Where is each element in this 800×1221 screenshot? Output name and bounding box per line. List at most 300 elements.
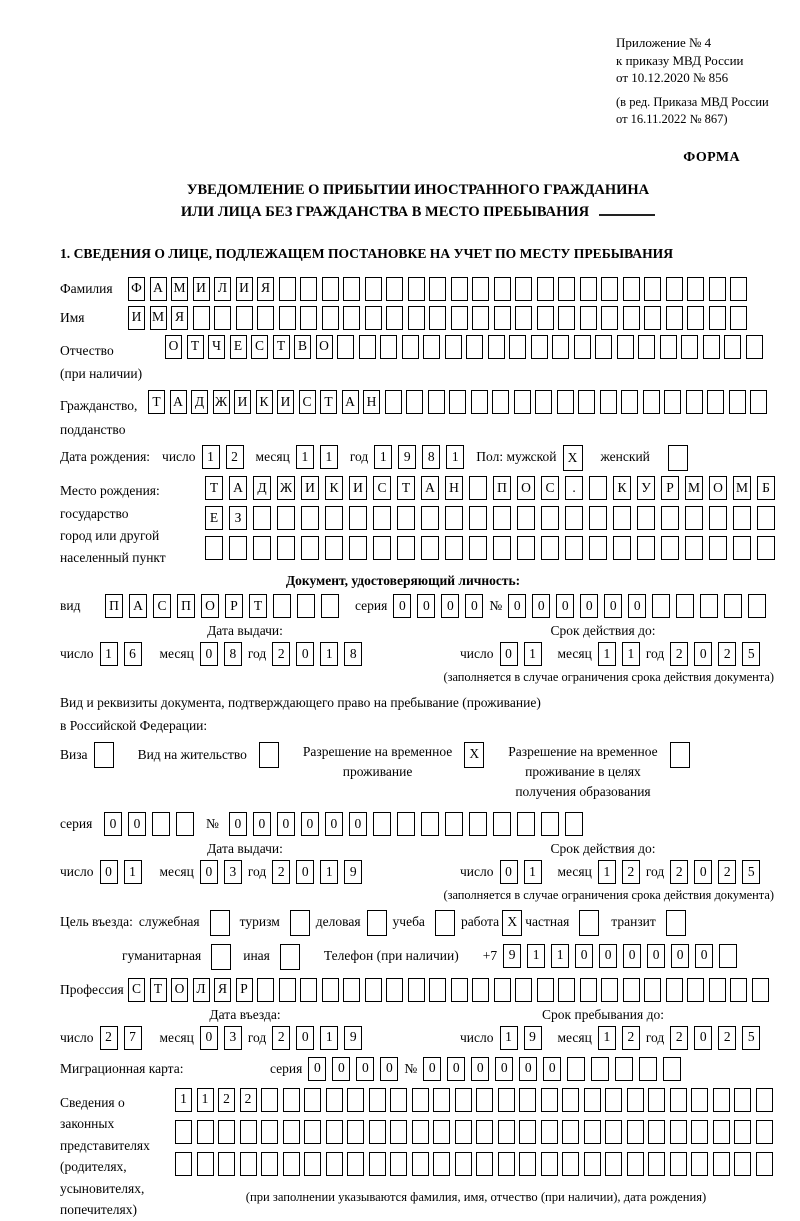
char-box[interactable] (429, 978, 446, 1002)
char-box[interactable] (519, 1152, 536, 1176)
char-box[interactable] (435, 910, 455, 936)
char-box[interactable] (304, 1152, 321, 1176)
char-box[interactable] (445, 536, 463, 560)
char-box[interactable] (676, 594, 694, 618)
char-box[interactable] (304, 1088, 321, 1112)
char-box[interactable] (627, 1152, 644, 1176)
char-box[interactable] (558, 277, 575, 301)
char-box[interactable]: 1 (598, 642, 616, 666)
char-box[interactable] (493, 536, 511, 560)
char-box[interactable] (300, 277, 317, 301)
char-box[interactable] (408, 978, 425, 1002)
char-box[interactable] (601, 978, 618, 1002)
char-box[interactable] (412, 1120, 429, 1144)
char-box[interactable]: Е (230, 335, 247, 359)
char-box[interactable]: 0 (104, 812, 122, 836)
char-box[interactable] (535, 390, 552, 414)
char-box[interactable]: 2 (240, 1088, 257, 1112)
char-box[interactable]: Д (191, 390, 208, 414)
char-box[interactable] (397, 812, 415, 836)
char-box[interactable] (279, 277, 296, 301)
char-box[interactable] (661, 506, 679, 530)
char-box[interactable] (541, 1152, 558, 1176)
char-box[interactable]: Т (273, 335, 290, 359)
char-box[interactable]: 1 (524, 860, 542, 884)
char-box[interactable] (709, 536, 727, 560)
char-box[interactable]: 0 (694, 642, 712, 666)
char-box[interactable] (643, 390, 660, 414)
char-box[interactable] (724, 594, 742, 618)
char-box[interactable]: 1 (598, 1026, 616, 1050)
char-box[interactable] (681, 335, 698, 359)
char-box[interactable] (605, 1152, 622, 1176)
char-box[interactable]: 9 (344, 1026, 362, 1050)
char-box[interactable] (644, 978, 661, 1002)
char-box[interactable] (494, 978, 511, 1002)
char-box[interactable] (476, 1152, 493, 1176)
char-box[interactable] (322, 277, 339, 301)
char-box[interactable] (445, 335, 462, 359)
char-box[interactable]: Р (236, 978, 253, 1002)
char-box[interactable] (541, 1088, 558, 1112)
char-box[interactable] (729, 390, 746, 414)
char-box[interactable]: О (709, 476, 727, 500)
char-box[interactable]: 0 (628, 594, 646, 618)
char-box[interactable]: Я (214, 978, 231, 1002)
char-box[interactable]: С (251, 335, 268, 359)
char-box[interactable] (519, 1088, 536, 1112)
char-box[interactable]: 6 (124, 642, 142, 666)
char-box[interactable] (517, 536, 535, 560)
char-box[interactable] (724, 335, 741, 359)
char-box[interactable]: К (325, 476, 343, 500)
char-box[interactable] (615, 1057, 633, 1081)
char-box[interactable]: К (613, 476, 631, 500)
char-box[interactable]: З (229, 506, 247, 530)
char-box[interactable] (498, 1152, 515, 1176)
char-box[interactable] (273, 594, 291, 618)
char-box[interactable] (347, 1120, 364, 1144)
char-box[interactable]: 1 (598, 860, 616, 884)
char-box[interactable]: 0 (356, 1057, 374, 1081)
char-box[interactable]: А (342, 390, 359, 414)
char-box[interactable] (562, 1152, 579, 1176)
char-box[interactable]: 0 (128, 812, 146, 836)
char-box[interactable] (277, 536, 295, 560)
char-box[interactable]: X (502, 910, 522, 936)
char-box[interactable] (623, 978, 640, 1002)
char-box[interactable]: 0 (500, 860, 518, 884)
char-box[interactable] (623, 277, 640, 301)
char-box[interactable] (469, 812, 487, 836)
char-box[interactable]: Т (187, 335, 204, 359)
char-box[interactable]: П (177, 594, 195, 618)
char-box[interactable]: 0 (575, 944, 593, 968)
char-box[interactable]: А (229, 476, 247, 500)
char-box[interactable] (541, 1120, 558, 1144)
char-box[interactable] (627, 1088, 644, 1112)
char-box[interactable]: Ч (208, 335, 225, 359)
char-box[interactable] (537, 277, 554, 301)
char-box[interactable]: А (170, 390, 187, 414)
char-box[interactable]: 5 (742, 642, 760, 666)
char-box[interactable]: М (733, 476, 751, 500)
char-box[interactable] (541, 812, 559, 836)
char-box[interactable]: Т (205, 476, 223, 500)
char-box[interactable] (210, 910, 230, 936)
char-box[interactable] (380, 335, 397, 359)
char-box[interactable] (476, 1120, 493, 1144)
char-box[interactable] (449, 390, 466, 414)
char-box[interactable] (373, 506, 391, 530)
char-box[interactable] (421, 536, 439, 560)
char-box[interactable] (280, 944, 300, 970)
char-box[interactable] (691, 1152, 708, 1176)
char-box[interactable] (537, 978, 554, 1002)
char-box[interactable]: 1 (374, 445, 392, 469)
char-box[interactable]: Т (249, 594, 267, 618)
char-box[interactable] (240, 1120, 257, 1144)
char-box[interactable] (617, 335, 634, 359)
char-box[interactable] (574, 335, 591, 359)
char-box[interactable] (644, 277, 661, 301)
char-box[interactable] (402, 335, 419, 359)
char-box[interactable]: 0 (296, 860, 314, 884)
char-box[interactable]: 9 (503, 944, 521, 968)
char-box[interactable] (687, 978, 704, 1002)
char-box[interactable] (326, 1152, 343, 1176)
char-box[interactable]: Н (363, 390, 380, 414)
char-box[interactable] (595, 335, 612, 359)
char-box[interactable]: Ж (213, 390, 230, 414)
char-box[interactable]: П (493, 476, 511, 500)
char-box[interactable]: Н (445, 476, 463, 500)
char-box[interactable] (613, 506, 631, 530)
char-box[interactable] (283, 1120, 300, 1144)
char-box[interactable]: И (301, 476, 319, 500)
char-box[interactable] (637, 536, 655, 560)
char-box[interactable]: Д (253, 476, 271, 500)
char-box[interactable]: 2 (100, 1026, 118, 1050)
char-box[interactable]: 3 (224, 1026, 242, 1050)
char-box[interactable] (472, 277, 489, 301)
char-box[interactable] (756, 1088, 773, 1112)
char-box[interactable] (321, 594, 339, 618)
char-box[interactable]: 0 (332, 1057, 350, 1081)
char-box[interactable] (498, 1088, 515, 1112)
char-box[interactable] (580, 277, 597, 301)
char-box[interactable] (666, 277, 683, 301)
char-box[interactable] (257, 978, 274, 1002)
char-box[interactable] (283, 1152, 300, 1176)
char-box[interactable] (756, 1120, 773, 1144)
char-box[interactable] (347, 1088, 364, 1112)
char-box[interactable] (639, 1057, 657, 1081)
char-box[interactable] (349, 506, 367, 530)
char-box[interactable] (433, 1152, 450, 1176)
char-box[interactable] (514, 390, 531, 414)
char-box[interactable] (709, 506, 727, 530)
char-box[interactable]: Ф (128, 277, 145, 301)
char-box[interactable] (519, 1120, 536, 1144)
char-box[interactable]: 2 (718, 860, 736, 884)
char-box[interactable]: 7 (124, 1026, 142, 1050)
char-box[interactable] (488, 335, 505, 359)
char-box[interactable] (471, 390, 488, 414)
char-box[interactable]: 0 (500, 642, 518, 666)
char-box[interactable] (300, 306, 317, 330)
char-box[interactable] (709, 978, 726, 1002)
char-box[interactable] (386, 277, 403, 301)
char-box[interactable] (236, 306, 253, 330)
char-box[interactable] (589, 536, 607, 560)
char-box[interactable] (558, 306, 575, 330)
char-box[interactable] (531, 335, 548, 359)
char-box[interactable]: М (171, 277, 188, 301)
char-box[interactable]: 0 (200, 1026, 218, 1050)
char-box[interactable]: 2 (272, 860, 290, 884)
char-box[interactable]: 0 (229, 812, 247, 836)
char-box[interactable] (229, 536, 247, 560)
char-box[interactable]: П (105, 594, 123, 618)
char-box[interactable] (734, 1120, 751, 1144)
char-box[interactable] (567, 1057, 585, 1081)
char-box[interactable]: О (171, 978, 188, 1002)
char-box[interactable]: 0 (200, 642, 218, 666)
char-box[interactable]: М (150, 306, 167, 330)
char-box[interactable] (445, 812, 463, 836)
char-box[interactable]: И (277, 390, 294, 414)
char-box[interactable] (349, 536, 367, 560)
char-box[interactable]: Б (757, 476, 775, 500)
char-box[interactable] (558, 978, 575, 1002)
char-box[interactable] (218, 1120, 235, 1144)
char-box[interactable]: 0 (543, 1057, 561, 1081)
char-box[interactable] (613, 536, 631, 560)
char-box[interactable] (290, 910, 310, 936)
char-box[interactable] (240, 1152, 257, 1176)
char-box[interactable] (579, 910, 599, 936)
char-box[interactable]: 2 (218, 1088, 235, 1112)
char-box[interactable] (565, 506, 583, 530)
char-box[interactable] (261, 1088, 278, 1112)
char-box[interactable] (730, 277, 747, 301)
char-box[interactable] (365, 277, 382, 301)
char-box[interactable]: 2 (272, 642, 290, 666)
char-box[interactable] (589, 476, 607, 500)
char-box[interactable]: 2 (670, 642, 688, 666)
char-box[interactable]: А (421, 476, 439, 500)
char-box[interactable] (515, 978, 532, 1002)
char-box[interactable]: И (234, 390, 251, 414)
char-box[interactable] (466, 335, 483, 359)
char-box[interactable] (541, 536, 559, 560)
char-box[interactable]: 0 (308, 1057, 326, 1081)
char-box[interactable] (373, 812, 391, 836)
char-box[interactable] (494, 277, 511, 301)
char-box[interactable] (685, 536, 703, 560)
char-box[interactable]: 1 (124, 860, 142, 884)
char-box[interactable] (205, 536, 223, 560)
char-box[interactable] (369, 1120, 386, 1144)
char-box[interactable] (347, 1152, 364, 1176)
char-box[interactable] (326, 1120, 343, 1144)
char-box[interactable] (666, 910, 686, 936)
char-box[interactable]: Т (148, 390, 165, 414)
char-box[interactable] (472, 306, 489, 330)
char-box[interactable]: 0 (556, 594, 574, 618)
char-box[interactable]: 9 (524, 1026, 542, 1050)
char-box[interactable]: 0 (393, 594, 411, 618)
char-box[interactable] (326, 1088, 343, 1112)
char-box[interactable] (367, 910, 387, 936)
char-box[interactable]: 0 (325, 812, 343, 836)
char-box[interactable] (257, 306, 274, 330)
char-box[interactable] (589, 506, 607, 530)
char-box[interactable] (365, 306, 382, 330)
char-box[interactable] (412, 1152, 429, 1176)
char-box[interactable]: 0 (296, 642, 314, 666)
char-box[interactable] (515, 277, 532, 301)
char-box[interactable]: Л (193, 978, 210, 1002)
char-box[interactable]: 2 (718, 642, 736, 666)
char-box[interactable] (279, 978, 296, 1002)
char-box[interactable] (359, 335, 376, 359)
char-box[interactable]: 1 (622, 642, 640, 666)
char-box[interactable] (644, 306, 661, 330)
char-box[interactable]: В (294, 335, 311, 359)
char-box[interactable] (253, 536, 271, 560)
char-box[interactable]: 0 (441, 594, 459, 618)
char-box[interactable] (734, 1088, 751, 1112)
char-box[interactable]: 1 (100, 642, 118, 666)
char-box[interactable]: 9 (344, 860, 362, 884)
char-box[interactable]: С (153, 594, 171, 618)
char-box[interactable] (605, 1120, 622, 1144)
char-box[interactable] (451, 306, 468, 330)
char-box[interactable] (752, 978, 769, 1002)
char-box[interactable]: 8 (344, 642, 362, 666)
char-box[interactable] (509, 335, 526, 359)
char-box[interactable]: 1 (296, 445, 314, 469)
char-box[interactable] (686, 390, 703, 414)
char-box[interactable] (469, 506, 487, 530)
char-box[interactable] (385, 390, 402, 414)
char-box[interactable]: 1 (202, 445, 220, 469)
char-box[interactable] (637, 506, 655, 530)
char-box[interactable]: 0 (599, 944, 617, 968)
char-box[interactable] (429, 277, 446, 301)
char-box[interactable]: 2 (670, 860, 688, 884)
char-box[interactable] (386, 978, 403, 1002)
char-box[interactable] (713, 1120, 730, 1144)
char-box[interactable]: 0 (380, 1057, 398, 1081)
char-box[interactable] (386, 306, 403, 330)
char-box[interactable] (748, 594, 766, 618)
char-box[interactable] (406, 390, 423, 414)
char-box[interactable] (397, 536, 415, 560)
char-box[interactable] (707, 390, 724, 414)
char-box[interactable]: 0 (349, 812, 367, 836)
char-box[interactable] (605, 1088, 622, 1112)
char-box[interactable] (713, 1152, 730, 1176)
char-box[interactable]: С (541, 476, 559, 500)
char-box[interactable] (584, 1088, 601, 1112)
char-box[interactable]: Е (205, 506, 223, 530)
char-box[interactable]: 1 (320, 642, 338, 666)
char-box[interactable]: Я (257, 277, 274, 301)
char-box[interactable]: 0 (694, 860, 712, 884)
char-box[interactable]: А (150, 277, 167, 301)
char-box[interactable]: 0 (465, 594, 483, 618)
char-box[interactable] (337, 335, 354, 359)
char-box[interactable] (648, 1088, 665, 1112)
char-box[interactable] (283, 1088, 300, 1112)
char-box[interactable]: Я (171, 306, 188, 330)
char-box[interactable]: 2 (272, 1026, 290, 1050)
char-box[interactable] (152, 812, 170, 836)
char-box[interactable]: 2 (622, 1026, 640, 1050)
char-box[interactable] (730, 978, 747, 1002)
char-box[interactable] (429, 306, 446, 330)
char-box[interactable]: 2 (226, 445, 244, 469)
char-box[interactable]: У (637, 476, 655, 500)
char-box[interactable] (472, 978, 489, 1002)
char-box[interactable] (421, 812, 439, 836)
char-box[interactable]: 0 (417, 594, 435, 618)
char-box[interactable] (492, 390, 509, 414)
char-box[interactable] (750, 390, 767, 414)
char-box[interactable] (421, 506, 439, 530)
char-box[interactable] (343, 277, 360, 301)
char-box[interactable] (661, 536, 679, 560)
char-box[interactable]: 2 (718, 1026, 736, 1050)
char-box[interactable] (373, 536, 391, 560)
char-box[interactable] (390, 1120, 407, 1144)
char-box[interactable] (666, 978, 683, 1002)
char-box[interactable] (365, 978, 382, 1002)
char-box[interactable]: 1 (320, 860, 338, 884)
char-box[interactable]: 1 (551, 944, 569, 968)
char-box[interactable] (498, 1120, 515, 1144)
char-box[interactable] (175, 1152, 192, 1176)
char-box[interactable] (757, 536, 775, 560)
char-box[interactable]: 0 (532, 594, 550, 618)
char-box[interactable] (703, 335, 720, 359)
char-box[interactable]: 0 (623, 944, 641, 968)
char-box[interactable] (709, 277, 726, 301)
char-box[interactable] (451, 978, 468, 1002)
char-box[interactable]: Т (150, 978, 167, 1002)
char-box[interactable] (552, 335, 569, 359)
char-box[interactable] (670, 1120, 687, 1144)
char-box[interactable] (584, 1120, 601, 1144)
char-box[interactable] (408, 306, 425, 330)
char-box[interactable] (541, 506, 559, 530)
char-box[interactable] (719, 944, 737, 968)
char-box[interactable] (648, 1152, 665, 1176)
char-box[interactable]: 5 (742, 860, 760, 884)
char-box[interactable] (494, 306, 511, 330)
char-box[interactable]: 0 (301, 812, 319, 836)
char-box[interactable]: Р (661, 476, 679, 500)
char-box[interactable] (176, 812, 194, 836)
char-box[interactable] (517, 506, 535, 530)
char-box[interactable] (193, 306, 210, 330)
char-box[interactable]: 0 (447, 1057, 465, 1081)
char-box[interactable] (343, 978, 360, 1002)
char-box[interactable] (601, 277, 618, 301)
